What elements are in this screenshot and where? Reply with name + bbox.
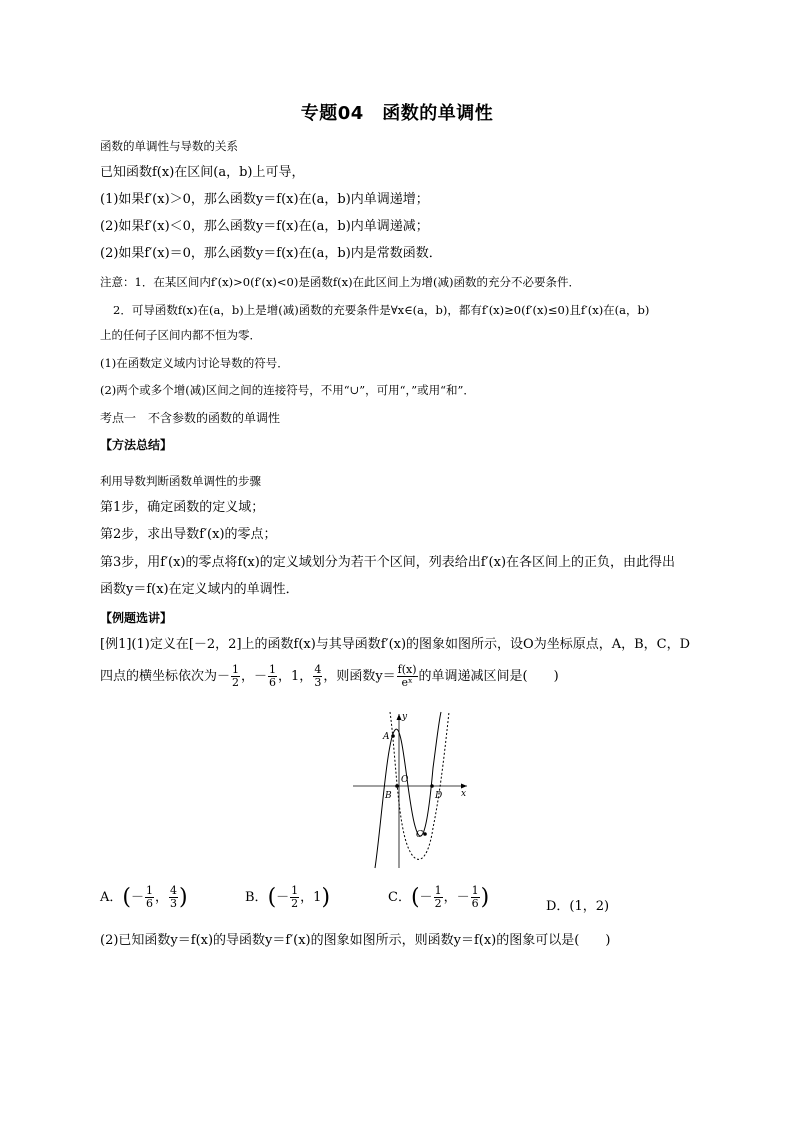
- note-line: 2．可导函数f(x)在(a，b)上是增(减)函数的充要条件是∀x∈(a，b)，都有f′(x)≥0(f′(x)≤0)且f′(x)在(a，b): [113, 303, 650, 317]
- step-line: 第1步，确定函数的定义域；: [100, 500, 265, 515]
- function-graph: [345, 708, 475, 873]
- fraction: $\frac{1}{2}$: [232, 663, 240, 689]
- fraction: $\frac{f(x)}{\text{eˣ}}$: [397, 663, 417, 689]
- note-line: (1)在函数定义域内讨论导数的符号．: [100, 356, 289, 370]
- examples-heading: 【例题选讲】: [100, 611, 173, 625]
- option-b[interactable]: B．(－ $\frac{1}{2}$ ，1): [245, 884, 331, 910]
- method-heading: 【方法总结】: [100, 438, 173, 452]
- option-a[interactable]: A．(－ $\frac{1}{6}$ ， $\frac{4}{3}$ ): [100, 884, 188, 910]
- point-c: [423, 832, 427, 836]
- label-x: x: [461, 789, 467, 799]
- label-o: O: [401, 775, 409, 785]
- label-y: y: [402, 712, 408, 722]
- topic-heading: 考点一 不含参数的函数的单调性: [100, 411, 281, 425]
- point-a: [391, 734, 395, 738]
- fraction: $\frac{1}{2}$: [291, 884, 299, 910]
- example-1-line-2: 四点的横坐标依次为－ $\frac{1}{2}$ ，－ $\frac{1}{6}$ ，1， $\frac{4}{3}$ ，则函数y＝ $\frac{f(x)}{\text{eˣ}}$ 的单调递减区间是( ): [100, 663, 559, 689]
- note-line: (2)两个或多个增(减)区间之间的连接符号，不用“∪”，可用“，”或用“和”．: [100, 383, 475, 397]
- page-title: 专题04 函数的单调性: [300, 103, 494, 124]
- label-a: A: [383, 732, 390, 742]
- step-line: 第2步，求出导数f′(x)的零点；: [100, 527, 277, 542]
- text-line: (2)如果f′(x)＝0，那么函数y＝f(x)在(a，b)内是常数函数．: [100, 246, 442, 261]
- fraction: $\frac{4}{3}$: [170, 884, 178, 910]
- section-heading: 函数的单调性与导数的关系: [100, 139, 238, 153]
- fraction: $\frac{1}{6}$: [146, 884, 153, 910]
- note-line: 上的任何子区间内都不恒为零．: [100, 328, 261, 342]
- point-d: [430, 784, 434, 788]
- label-c: C: [416, 830, 423, 840]
- option-d[interactable]: D．(1，2): [546, 899, 610, 914]
- example-1-line: [例1](1)定义在[－2，2]上的函数f(x)与其导函数f′(x)的图象如图所示，设O为坐标原点，A，B，C，D: [100, 637, 691, 652]
- text-line: (2)如果f′(x)＜0，那么函数y＝f(x)在(a，b)内单调递减；: [100, 219, 429, 234]
- text-line: (1)如果f′(x)＞0，那么函数y＝f(x)在(a，b)内单调递增；: [100, 192, 429, 207]
- example-1-part-2: (2)已知函数y＝f(x)的导函数y＝f′(x)的图象如图所示，则函数y＝f(x)的图象可以是( ): [100, 933, 611, 948]
- step-line: 第3步，用f′(x)的零点将f(x)的定义域划分为若干个区间，列表给出f′(x)在各区间上的正负，由此得出: [100, 555, 676, 570]
- fraction: $\frac{1}{6}$: [471, 884, 479, 910]
- step-line: 函数y＝f(x)在定义域内的单调性．: [100, 582, 299, 597]
- x-axis-arrow: [461, 784, 467, 789]
- fraction: $\frac{1}{2}$: [434, 884, 442, 910]
- point-b: [395, 784, 399, 788]
- label-b: B: [385, 791, 392, 801]
- text-line: 已知函数f(x)在区间(a，b)上可导，: [100, 165, 305, 180]
- option-c[interactable]: C．(－ $\frac{1}{2}$ ，－ $\frac{1}{6}$ ): [388, 884, 490, 910]
- fraction: $\frac{1}{6}$: [269, 663, 277, 689]
- note-line: 注意：1．在某区间内f′(x)>0(f′(x)<0)是函数f(x)在此区间上为增(减)函数的充分不必要条件．: [100, 275, 581, 289]
- y-axis-arrow: [397, 714, 402, 720]
- steps-heading: 利用导数判断函数单调性的步骤: [100, 474, 261, 488]
- label-d: D: [435, 791, 443, 801]
- fraction: $\frac{4}{3}$: [314, 663, 322, 689]
